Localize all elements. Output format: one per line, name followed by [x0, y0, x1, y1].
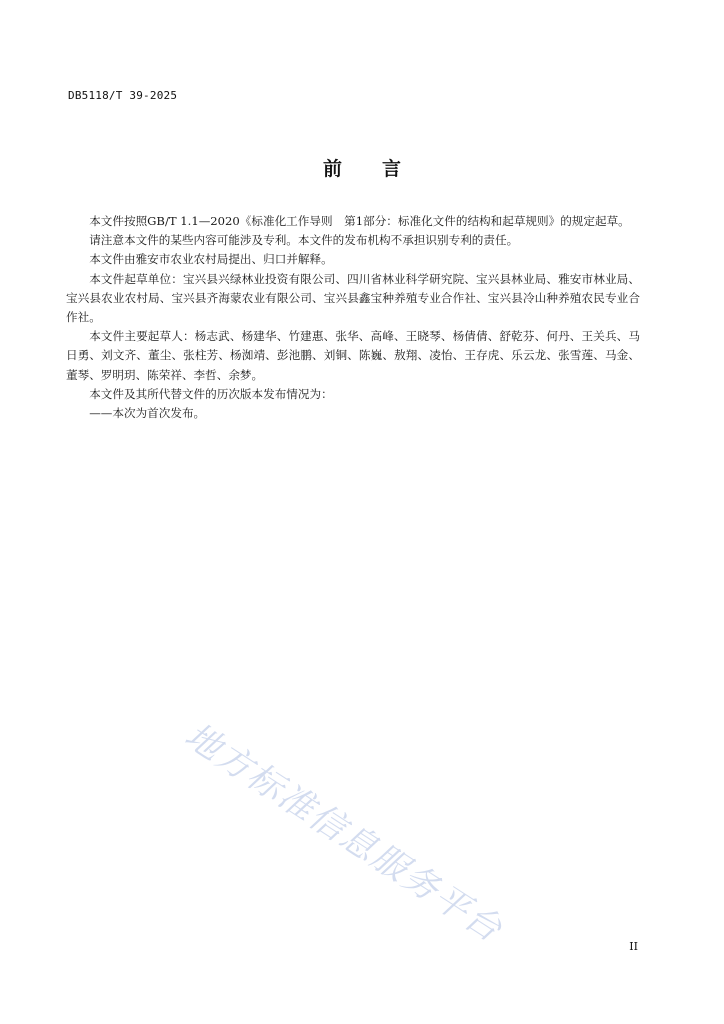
- foreword-body: [66, 212, 640, 423]
- section-title: 前言: [322, 158, 441, 180]
- paragraph-drafting-units: 本文件起草单位：宝兴县兴绿林业投资有限公司、四川省林业科学研究院、宝兴县林业局、雅安市林业局、宝兴县农业农村局、宝兴县齐海蒙农业有限公司、宝兴县鑫宝种养殖专业合作社、宝兴县冷山种养殖农民专业合作社。: [66, 271, 640, 325]
- paragraph-proposer: 本文件由雅安市农业农村局提出、归口并解释。: [89, 252, 333, 267]
- paragraph-drafters: 本文件主要起草人：杨志武、杨建华、竹建惠、张华、高峰、王晓琴、杨倩倩、舒乾芬、何丹、王关兵、马日勇、刘文齐、董尘、张柱芳、杨洳靖、彭池鹏、刘铜、陈巍、敖翔、凌怡、王存虎、乐云龙、张雪莲、马金、董琴、罗明玥、陈荣祥、李哲、余梦。: [66, 329, 640, 382]
- paragraph-version-history: 本文件及其所代替文件的历次版本发布情况为：: [89, 386, 333, 401]
- document-code: DB5118/T 39-2025: [68, 89, 178, 102]
- paragraph-first-release: ——本次为首次发布。: [89, 406, 206, 421]
- watermark: 地方标准信息服务平台: [177, 715, 510, 951]
- page-number: II: [629, 940, 638, 953]
- paragraph-patent-notice: 请注意本文件的某些内容可能涉及专利。本文件的发布机构不承担识别专利的责任。: [89, 233, 519, 248]
- paragraph-drafting-basis: 本文件按照GB/T 1.1—2020《标准化工作导则 第1部分：标准化文件的结构和起草规则》的规定起草。: [89, 214, 630, 228]
